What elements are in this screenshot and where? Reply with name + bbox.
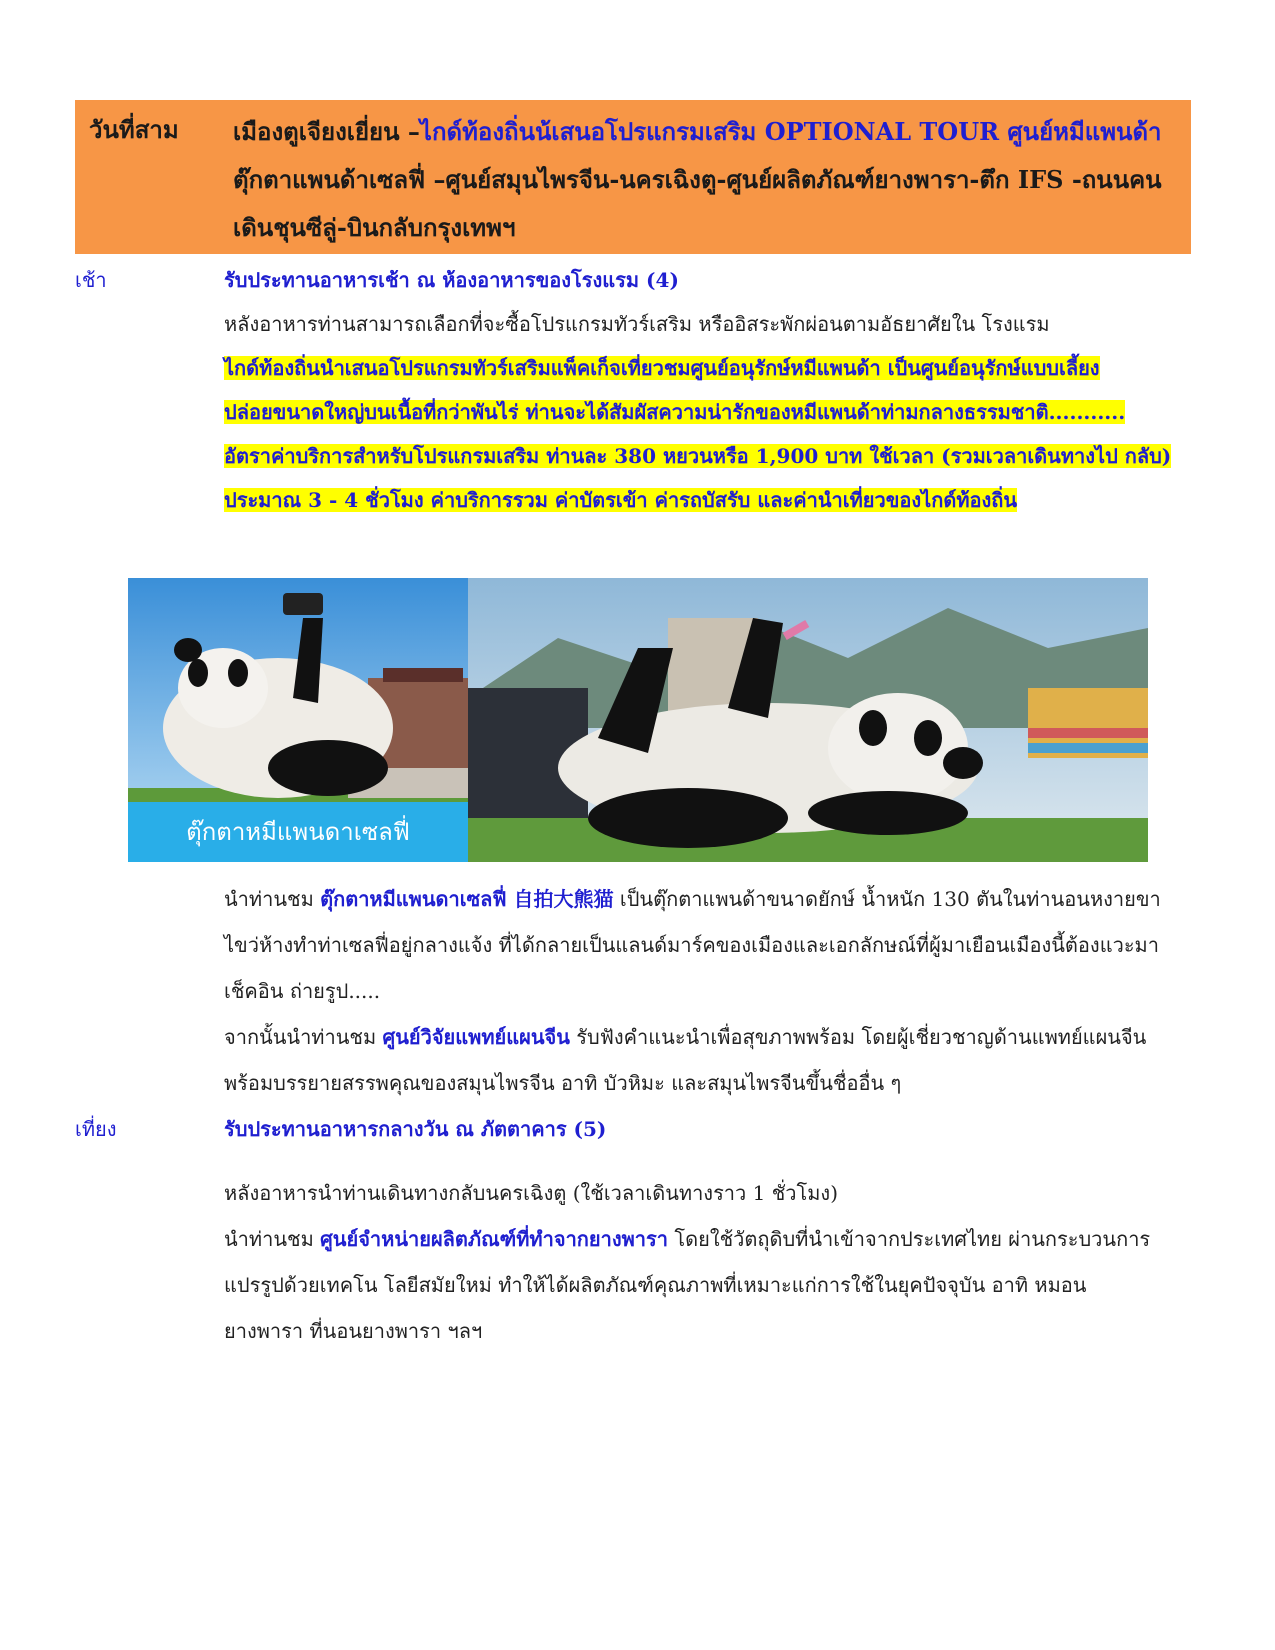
panda-name: ตุ๊กตาหมีแพนดาเซลฟี่ 自拍大熊猫: [320, 887, 614, 911]
title-part1: เมืองตูเจียงเยี่ยน –: [233, 117, 420, 146]
rubber-paragraph: [224, 1170, 1209, 1354]
panda-line2: ไขว่ห้างทำท่าเซลฟี่อยู่กลางแจ้ง ที่ได้กลายเป็นแลนด์มาร์คของเมืองและเอกลักษณ์ที่ผู้มาเยือนเมืองนี้ต้องแวะมา: [224, 933, 1159, 957]
morning-block: [224, 258, 1209, 522]
panda-line1-rest: เป็นตุ๊กตาแพนด้าขนาดยักษ์ น้ำหนัก 130 ตันในท่านอนหงายขา: [613, 887, 1161, 911]
title-part2: ไกด์ท้องถิ่นน้เสนอโปรแกรมเสริม OPTIONAL TOUR ศูนย์หมีแพนด้า: [419, 117, 1162, 146]
day-title: [233, 108, 1173, 252]
rubber-line3: ยางพารา ที่นอนยางพารา ฯลฯ: [224, 1319, 483, 1343]
panda-line1: [224, 876, 1209, 922]
herb-name: ศูนย์วิจัยแพทย์แผนจีน: [382, 1025, 570, 1049]
rubber-line0: หลังอาหารนำท่านเดินทางกลับนครเฉิงตู (ใช้เวลาเดินทางราว 1 ชั่วโมง): [224, 1181, 839, 1205]
optional-tour-highlight: [224, 346, 1209, 522]
rubber-line1-rest: โดยใช้วัตถุดิบที่นำเข้าจากประเทศไทย ผ่านกระบวนการ: [668, 1227, 1151, 1251]
morning-meal: รับประทานอาหารเช้า ณ ห้องอาหารของโรงแรม (4): [224, 268, 679, 292]
herb-line1: [224, 1014, 1209, 1060]
rubber-prefix: นำท่านชม: [224, 1227, 321, 1251]
herb-line2: พร้อมบรรยายสรรพคุณของสมุนไพรจีน อาทิ บัวหิมะ และสมุนไพรจีนขึ้นชื่ออื่น ๆ: [224, 1071, 902, 1095]
panda-paragraph: [224, 876, 1209, 1152]
rubber-line2: แปรรูปด้วยเทคโน โลยีสมัยใหม่ ทำให้ได้ผลิตภัณฑ์คุณภาพที่เหมาะแก่การใช้ในยุคปัจจุบัน อาทิ หมอน: [224, 1273, 1087, 1297]
highlight-line: ปล่อยขนาดใหญ่บนเนื้อที่กว่าพันไร่ ท่านจะได้สัมผัสความน่ารักของหมีแพนด้าท่ามกลางธรรมชาติ...........: [224, 400, 1126, 424]
rubber-name: ศูนย์จำหน่ายผลิตภัณฑ์ที่ทำจากยางพารา: [320, 1227, 669, 1251]
herb-line1-rest: รับฟังคำแนะนำเพื่อสุขภาพพร้อม โดยผู้เชี่ยวชาญด้านแพทย์แผนจีน: [569, 1025, 1147, 1049]
title-line2: ตุ๊กตาแพนด้าเซลฟี่ –ศูนย์สมุนไพรจีน-นครเฉิงตู-ศูนย์ผลิตภัณฑ์ยางพารา-ตึก IFS -ถนนคน: [233, 165, 1162, 194]
morning-text: หลังอาหารท่านสามารถเลือกที่จะซื้อโปรแกรมทัวร์เสริม หรืออิสระพักผ่อนตามอัธยาศัยใน โรงแรม: [224, 312, 1050, 336]
panda-line3: เช็คอิน ถ่ายรูป.....: [224, 979, 381, 1003]
highlight-line: ไกด์ท้องถิ่นนำเสนอโปรแกรมทัวร์เสริมแพ็คเก็จเที่ยวชมศูนย์อนุรักษ์หมีแพนด้า เป็นศูนย์อนุรักษ์แบบเลี้ยง: [224, 356, 1100, 380]
morning-label: เช้า: [75, 268, 107, 292]
day-label: วันที่สาม: [89, 115, 179, 144]
panda-prefix: นำท่านชม: [224, 887, 321, 911]
panda-photo: [128, 578, 1148, 862]
highlight-line: ประมาณ 3 - 4 ชั่วโมง ค่าบริการรวม ค่าบัตรเข้า ค่ารถบัสรับ และค่านำเที่ยวของไกด์ท้องถิ่น: [224, 488, 1018, 512]
herb-prefix: จากนั้นนำท่านชม: [224, 1025, 383, 1049]
photo-caption: ตุ๊กตาหมีแพนดาเซลฟี่: [128, 802, 468, 862]
title-line3: เดินชุนซีลู่-บินกลับกรุงเทพฯ: [233, 213, 516, 242]
rubber-line1: [224, 1216, 1209, 1262]
day-header: [75, 100, 1191, 254]
highlight-line: อัตราค่าบริการสำหรับโปรแกรมเสริม ท่านละ 380 หยวนหรือ 1,900 บาท ใช้เวลา (รวมเวลาเดินทางไป กลับ): [224, 444, 1172, 468]
noon-label: เที่ยง: [75, 1117, 117, 1141]
noon-meal: รับประทานอาหารกลางวัน ณ ภัตตาคาร (5): [224, 1117, 607, 1141]
